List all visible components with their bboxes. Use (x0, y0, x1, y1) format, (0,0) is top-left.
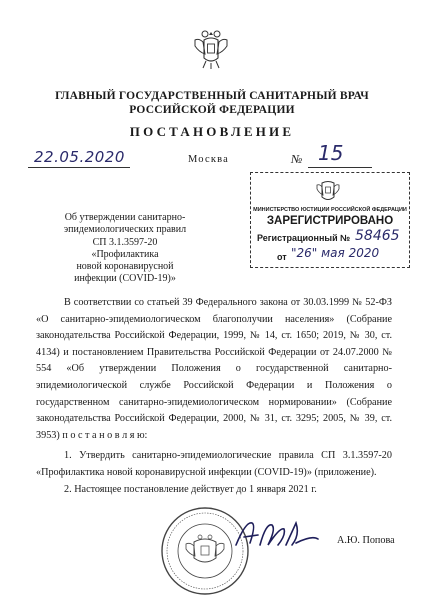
header-line-2: РОССИЙСКОЙ ФЕДЕРАЦИИ (129, 104, 295, 116)
document-number: 15 (318, 141, 344, 165)
document-subject (60, 212, 190, 286)
document-date: 22.05.2020 (34, 148, 125, 166)
subject-line: новой коронавирусной (76, 261, 174, 273)
preamble-paragraph: В соответствии со статьей 39 Федерального закона от 30.03.1999 № 52-ФЗ «О санитарно-эпидемиологическом благополучии населения» (Собрание законодательства Российской Федерации, 1999, № 14, ст. 1650; 2019, № 30, ст. 4134) и постановлением Правительства Российской Федерации от 24.07.2000 № 554 «Об утверждении Положения о государственной санитарно-эпидемиологической службе Российской Федерации и Положения о государственном санитарно-эпидемиологическом нормировании» (Собрание законодательства Российской Федерации, 2000, № 31, ст. 3295; 2005, № 39, ст. 3953) п о с т а н о в л я ю: (36, 297, 392, 441)
stamp-reg-label: Регистрационный № (257, 233, 351, 243)
document-type-title: ПОСТАНОВЛЕНИЕ (129, 124, 295, 139)
city-label: Москва (188, 154, 230, 165)
stamp-ministry: МИНИСТЕРСТВО ЮСТИЦИИ РОССИЙСКОЙ ФЕДЕРАЦИИ (253, 207, 407, 213)
coat-of-arms-emblem (191, 28, 231, 72)
signer-name: А.Ю. Попова (337, 535, 395, 546)
stamp-registered: ЗАРЕГИСТРИРОВАНО (266, 215, 394, 227)
stamp-emblem-icon (314, 177, 342, 205)
stamp-from-label: от (277, 252, 287, 262)
stamp-reg-date: "26" мая 2020 (291, 246, 380, 260)
date-underline (28, 167, 130, 168)
clause-1: 1. Утвердить санитарно-эпидемиологические правила СП 3.1.3597-20 «Профилактика новой коронавирусной инфекции (COVID-19)» (приложение). (36, 450, 392, 478)
number-underline (308, 167, 372, 168)
handwritten-signature (232, 515, 322, 560)
registration-stamp (250, 172, 410, 268)
subject-line: эпидемиологических правил (63, 224, 187, 236)
header-line-1: ГЛАВНЫЙ ГОСУДАРСТВЕННЫЙ САНИТАРНЫЙ ВРАЧ (55, 90, 369, 102)
subject-line: Об утверждении санитарно- (64, 212, 186, 223)
subject-line: СП 3.1.3597-20 «Профилактика (91, 236, 159, 260)
subject-line: инфекции (COVID-19)» (74, 273, 176, 285)
clause-2: 2. Настоящее постановление действует до 1 января 2021 г. (64, 484, 317, 495)
stamp-reg-number: 58465 (355, 228, 400, 244)
number-sign: № (291, 152, 303, 166)
